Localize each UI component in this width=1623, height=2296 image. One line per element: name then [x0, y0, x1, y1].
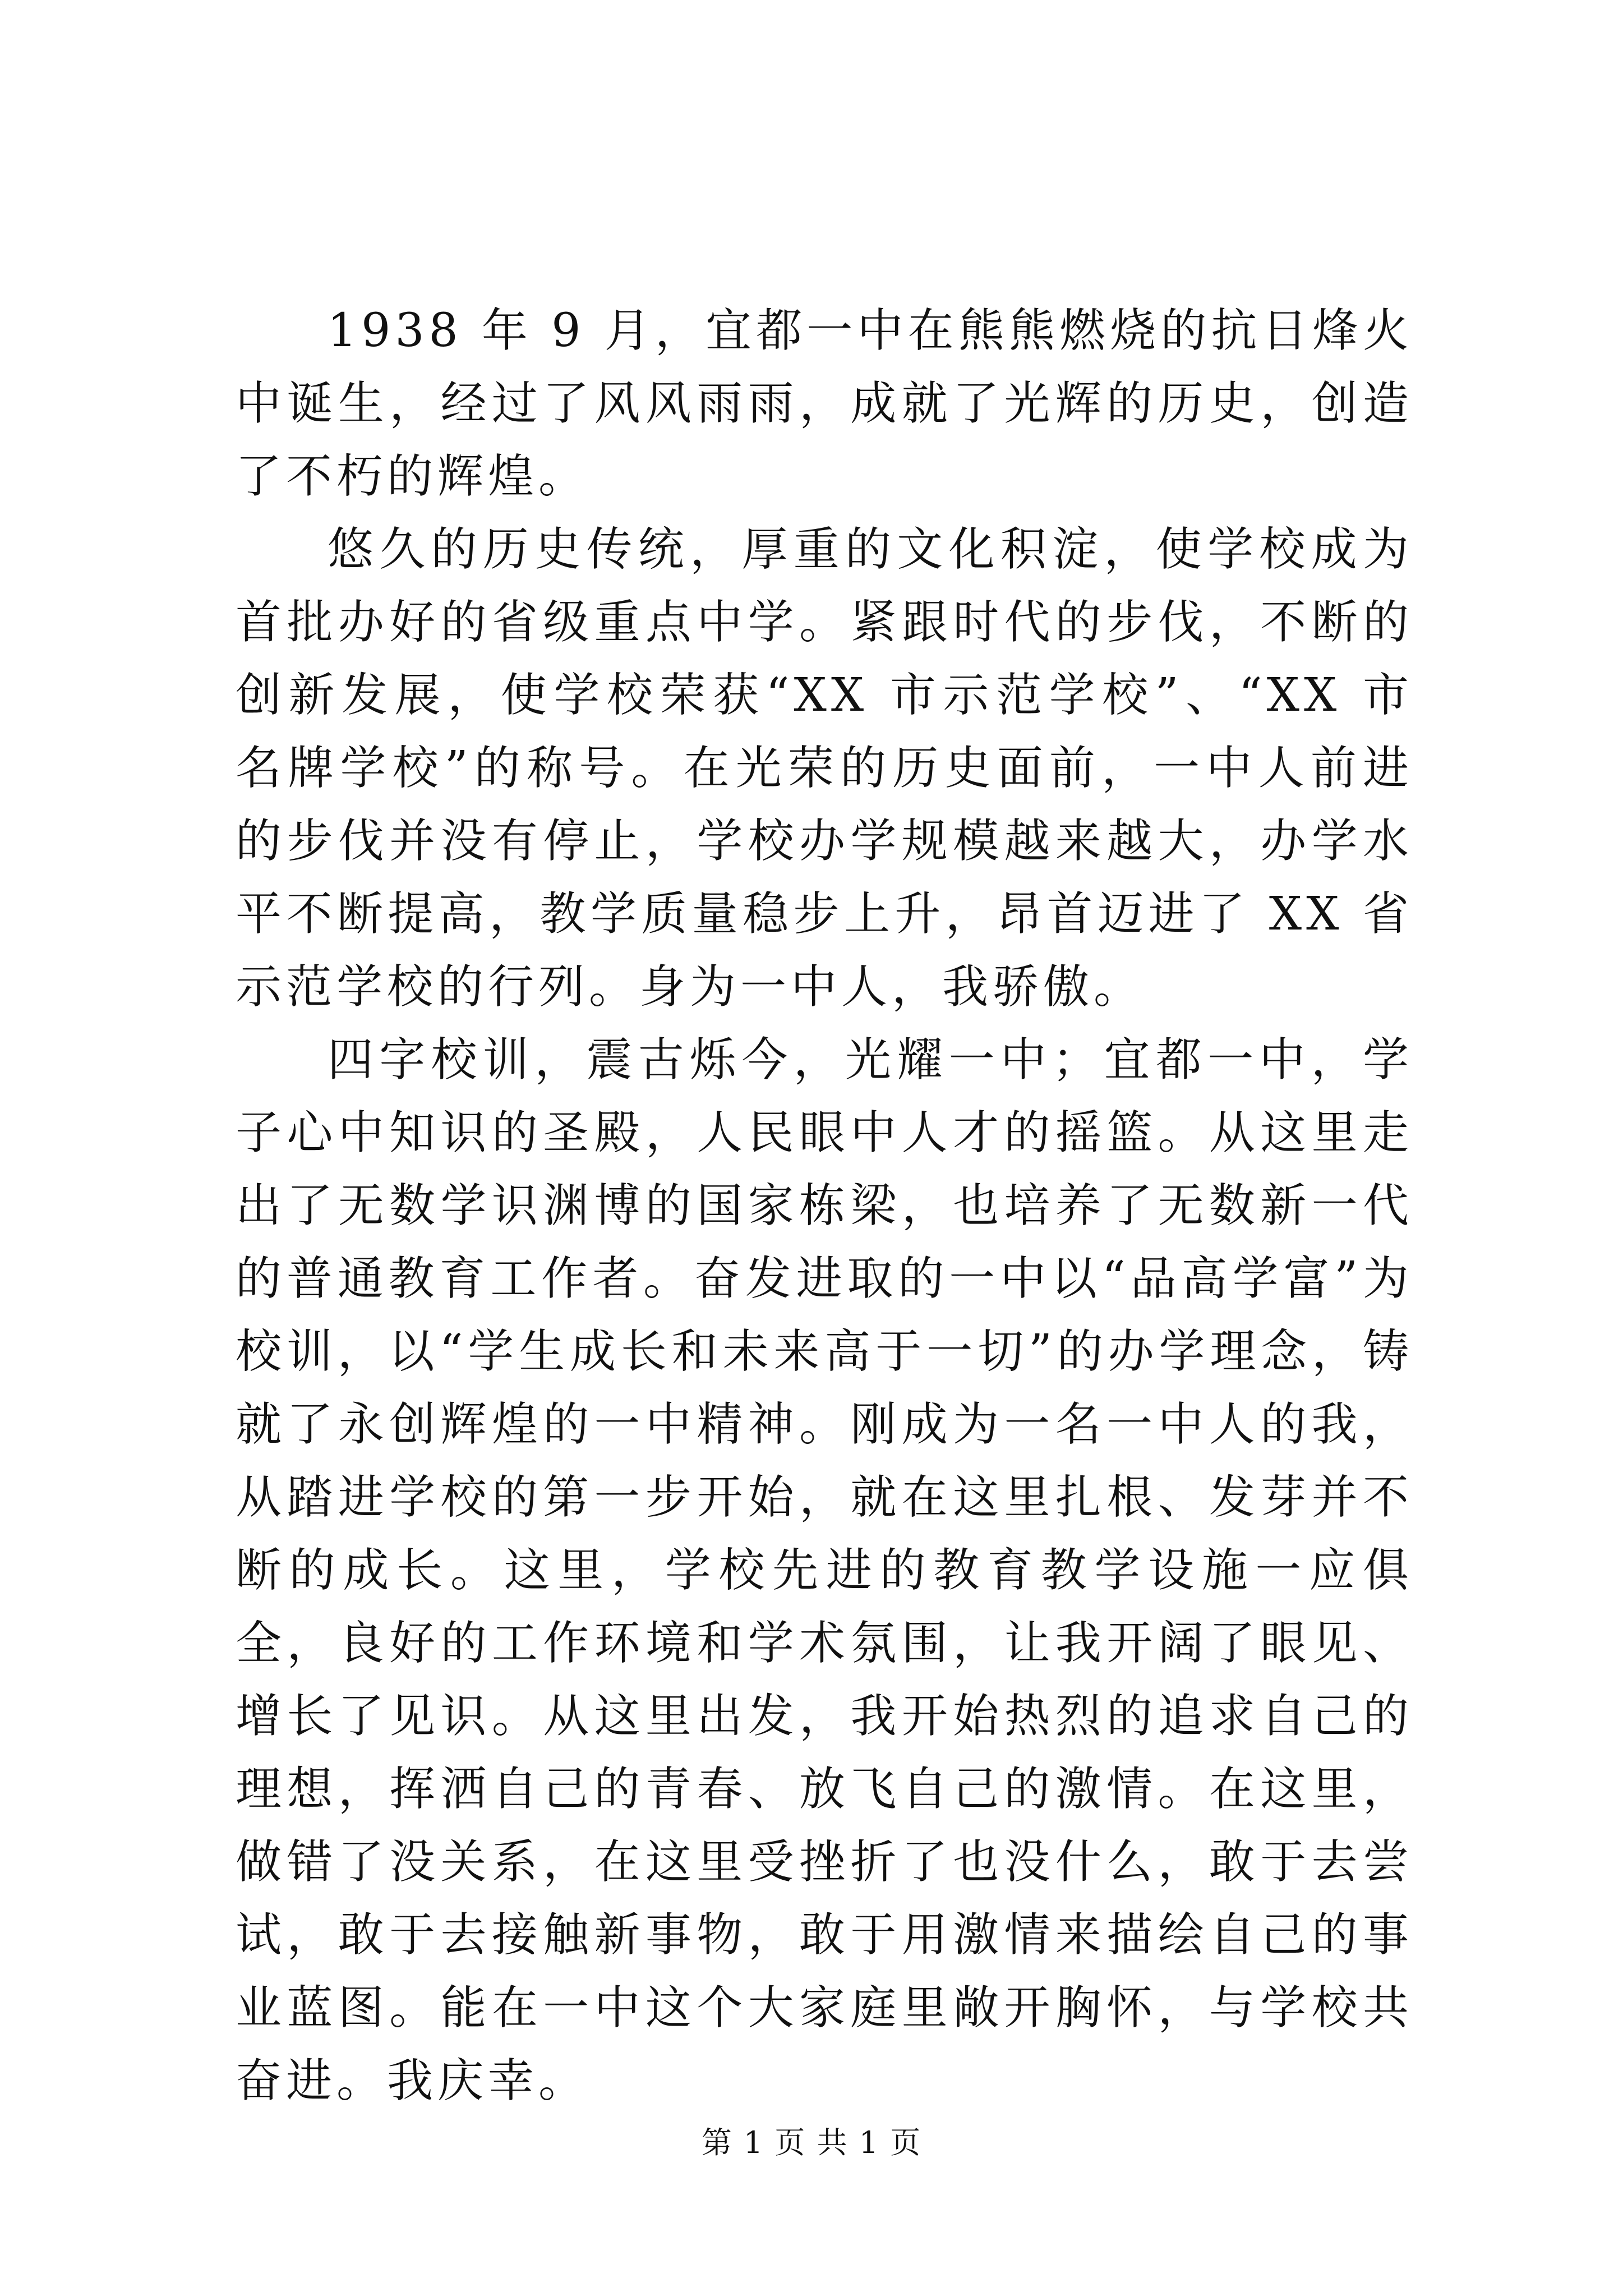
paragraph-motto: 四字校训，震古烁今，光耀一中；宜都一中，学子心中知识的圣殿，人民眼中人才的摇篮。从这里走出了无数学识渊博的国家栋梁，也培养了无数新一代的普通教育工作者。奋发进取的一中以“品高学富”为校训，以“学生成长和未来高于一切”的办学理念，铸就了永创辉煌的一中精神。刚成为一名一中人的我，从踏进学校的第一步开始，就在这里扎根、发芽并不断的成长。这里，学校先进的教育教学设施一应俱全，良好的工作环境和学术氛围，让我开阔了眼见、增长了见识。从这里出发，我开始热烈的追求自己的理想，挥洒自己的青春、放飞自己的激情。在这里，做错了没关系，在这里受挫折了也没什么，敢于去尝试，敢于去接触新事物，敢于用激情来描绘自己的事业蓝图。能在一中这个大家庭里敞开胸怀，与学校共奋进。我庆幸。 [236, 1033, 1413, 2108]
paragraph-history: 1938 年 9 月，宜都一中在熊熊燃烧的抗日烽火中诞生，经过了风风雨雨，成就了光辉的历史，创造了不朽的辉煌。 [236, 304, 1413, 503]
document-body [236, 295, 1413, 2118]
page-footer: 第 1 页 共 1 页 [701, 2125, 922, 2160]
paragraph-tradition: 悠久的历史传统，厚重的文化积淀，使学校成为首批办好的省级重点中学。紧跟时代的步伐，不断的创新发展，使学校荣获“XX 市示范学校”、“XX 市名牌学校”的称号。在光荣的历史面前，一中人前进的步伐并没有停止，学校办学规模越来越大，办学水平不断提高，教学质量稳步上升，昂首迈进了 XX 省示范学校的行列。身为一中人，我骄傲。 [236, 523, 1413, 1014]
